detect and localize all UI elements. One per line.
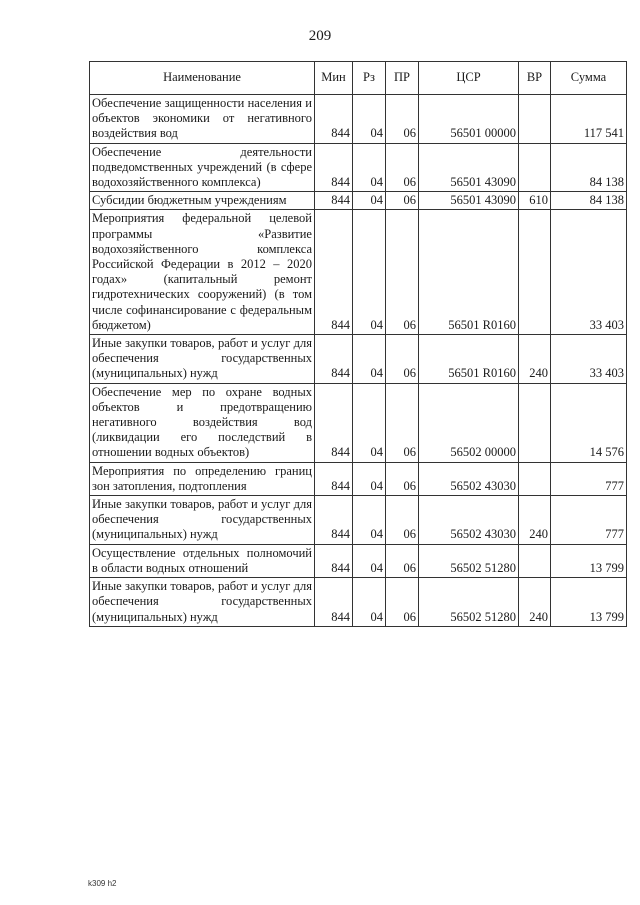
cell-rz: 04 <box>353 192 386 210</box>
cell-min: 844 <box>315 335 353 384</box>
header-vr: ВР <box>519 62 551 95</box>
cell-sum: 84 138 <box>551 192 627 210</box>
cell-name: Мероприятия федеральной целевой программы «Развитие водохозяйственного комплекса Российской Федерации в 2012 – 2020 годах» (капитальный ремонт гидротехнических сооружений) (в том числе софинансирование с федеральным бюджетом) <box>90 210 315 335</box>
cell-pr: 06 <box>386 210 419 335</box>
cell-rz: 04 <box>353 578 386 627</box>
cell-rz: 04 <box>353 95 386 144</box>
header-min: Мин <box>315 62 353 95</box>
cell-vr: 240 <box>519 496 551 545</box>
cell-vr <box>519 210 551 335</box>
cell-vr <box>519 462 551 495</box>
cell-rz: 04 <box>353 544 386 577</box>
cell-name: Мероприятия по определению границ зон затопления, подтопления <box>90 462 315 495</box>
cell-csr: 56502 51280 <box>419 578 519 627</box>
page-number: 209 <box>308 28 332 44</box>
cell-min: 844 <box>315 578 353 627</box>
cell-min: 844 <box>315 192 353 210</box>
cell-sum: 117 541 <box>551 95 627 144</box>
cell-pr: 06 <box>386 462 419 495</box>
header-pr: ПР <box>386 62 419 95</box>
cell-csr: 56502 43030 <box>419 462 519 495</box>
cell-name: Субсидии бюджетным учреждениям <box>90 192 315 210</box>
header-sum: Сумма <box>551 62 627 95</box>
header-rz: Рз <box>353 62 386 95</box>
cell-name: Обеспечение защищенности населения и объектов экономики от негативного воздействия вод <box>90 95 315 144</box>
footer-code: k309 h2 <box>88 879 117 888</box>
cell-rz: 04 <box>353 496 386 545</box>
table-row <box>90 544 627 577</box>
table-row <box>90 210 627 335</box>
cell-csr: 56501 43090 <box>419 143 519 192</box>
cell-vr <box>519 383 551 462</box>
cell-csr: 56501 R0160 <box>419 210 519 335</box>
cell-pr: 06 <box>386 143 419 192</box>
cell-sum: 33 403 <box>551 210 627 335</box>
table-row <box>90 578 627 627</box>
table-header-row <box>90 62 627 95</box>
cell-vr <box>519 143 551 192</box>
cell-name: Иные закупки товаров, работ и услуг для обеспечения государственных (муниципальных) нужд <box>90 578 315 627</box>
cell-csr: 56501 R0160 <box>419 335 519 384</box>
header-csr: ЦСР <box>419 62 519 95</box>
table-row <box>90 95 627 144</box>
cell-name: Иные закупки товаров, работ и услуг для обеспечения государственных (муниципальных) нужд <box>90 496 315 545</box>
cell-vr <box>519 544 551 577</box>
table-row <box>90 143 627 192</box>
cell-min: 844 <box>315 383 353 462</box>
cell-rz: 04 <box>353 210 386 335</box>
table-row <box>90 192 627 210</box>
cell-vr: 610 <box>519 192 551 210</box>
cell-min: 844 <box>315 210 353 335</box>
cell-pr: 06 <box>386 95 419 144</box>
cell-sum: 33 403 <box>551 335 627 384</box>
cell-csr: 56502 00000 <box>419 383 519 462</box>
cell-pr: 06 <box>386 496 419 545</box>
cell-sum: 777 <box>551 462 627 495</box>
cell-rz: 04 <box>353 462 386 495</box>
cell-min: 844 <box>315 95 353 144</box>
cell-csr: 56501 00000 <box>419 95 519 144</box>
cell-sum: 14 576 <box>551 383 627 462</box>
cell-min: 844 <box>315 544 353 577</box>
cell-pr: 06 <box>386 544 419 577</box>
cell-pr: 06 <box>386 578 419 627</box>
cell-min: 844 <box>315 496 353 545</box>
cell-min: 844 <box>315 462 353 495</box>
table-row <box>90 496 627 545</box>
cell-sum: 84 138 <box>551 143 627 192</box>
cell-rz: 04 <box>353 143 386 192</box>
cell-min: 844 <box>315 143 353 192</box>
cell-sum: 13 799 <box>551 544 627 577</box>
cell-vr: 240 <box>519 578 551 627</box>
table-row <box>90 335 627 384</box>
cell-name: Осуществление отдельных полномочий в области водных отношений <box>90 544 315 577</box>
header-name: Наименование <box>90 62 315 95</box>
table-row <box>90 462 627 495</box>
cell-rz: 04 <box>353 335 386 384</box>
cell-pr: 06 <box>386 335 419 384</box>
budget-table <box>89 61 627 627</box>
cell-sum: 777 <box>551 496 627 545</box>
cell-rz: 04 <box>353 383 386 462</box>
table-row <box>90 383 627 462</box>
cell-vr: 240 <box>519 335 551 384</box>
cell-vr <box>519 95 551 144</box>
cell-csr: 56502 51280 <box>419 544 519 577</box>
cell-pr: 06 <box>386 383 419 462</box>
cell-pr: 06 <box>386 192 419 210</box>
cell-name: Обеспечение мер по охране водных объектов и предотвращению негативного воздействия вод (ликвидации его последствий в отношении водных объектов) <box>90 383 315 462</box>
cell-sum: 13 799 <box>551 578 627 627</box>
cell-csr: 56502 43030 <box>419 496 519 545</box>
cell-csr: 56501 43090 <box>419 192 519 210</box>
cell-name: Иные закупки товаров, работ и услуг для обеспечения государственных (муниципальных) нужд <box>90 335 315 384</box>
cell-name: Обеспечение деятельности подведомственных учреждений (в сфере водохозяйственного комплекса) <box>90 143 315 192</box>
